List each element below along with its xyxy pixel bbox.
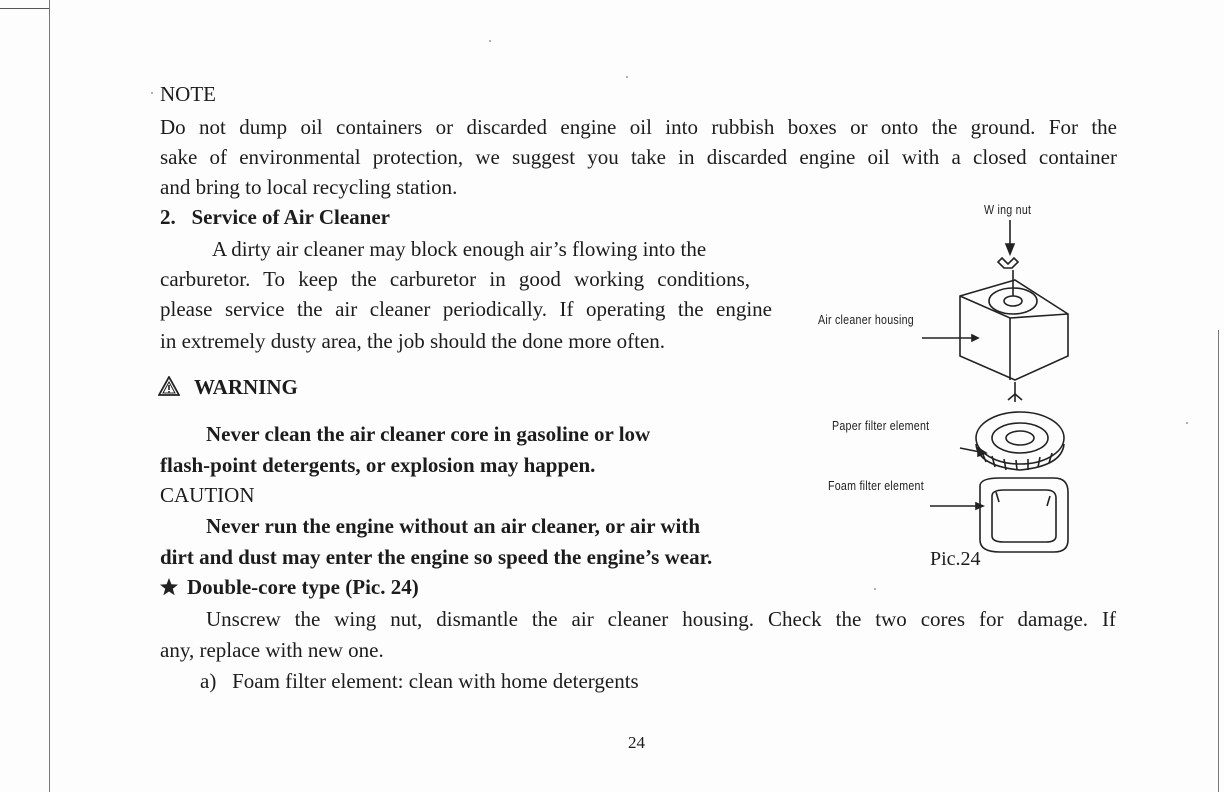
section-heading: 2. Service of Air Cleaner [160, 205, 390, 229]
intro-line-1: A dirty air cleaner may block enough air’s flowing into the [212, 237, 707, 261]
scan-edge-top [0, 8, 50, 9]
star-icon [159, 577, 179, 597]
caution-line-1: Never run the engine without an air cleaner, or air with [206, 514, 701, 538]
intro-line-3: please service the air cleaner periodically. If operating the engine [160, 297, 772, 321]
note-line-2: sake of environmental protection, we suggest you take in discarded engine oil with a closed container [160, 145, 1117, 169]
body-line-2: any, replace with new one. [160, 638, 384, 662]
speck [626, 76, 628, 78]
label-paper-filter: Paper filter element [832, 418, 930, 433]
warning-line-2: flash-point detergents, or explosion may happen. [160, 453, 596, 477]
scan-edge-right [1218, 330, 1219, 792]
label-wing-nut: W ing nut [984, 202, 1032, 217]
speck [151, 92, 153, 94]
caution-line-2: dirt and dust may enter the engine so speed the engine’s wear. [160, 545, 713, 569]
caution-heading: CAUTION [160, 483, 255, 507]
warning-heading: WARNING [194, 375, 298, 399]
double-core-heading: Double-core type (Pic. 24) [187, 575, 419, 599]
body-line-1: Unscrew the wing nut, dismantle the air cleaner housing. Check the two cores for damage. If [206, 607, 1116, 631]
air-cleaner-drawing [810, 196, 1100, 576]
speck [1186, 422, 1188, 424]
note-heading: NOTE [160, 82, 216, 106]
speck [489, 40, 491, 42]
speck [874, 588, 876, 590]
scan-edge-left [49, 0, 50, 792]
intro-line-2: carburetor. To keep the carburetor in good working conditions, [160, 267, 750, 291]
note-line-3: and bring to local recycling station. [160, 175, 458, 199]
page-number: 24 [628, 733, 645, 752]
intro-line-4: in extremely dusty area, the job should the done more often. [160, 329, 666, 353]
label-air-cleaner-housing: Air cleaner housing [818, 312, 914, 327]
warning-triangle-icon [158, 376, 180, 396]
figure-caption: Pic.24 [930, 548, 981, 570]
air-cleaner-figure [810, 196, 1100, 576]
label-foam-filter: Foam filter element [828, 478, 924, 493]
note-line-1: Do not dump oil containers or discarded engine oil into rubbish boxes or onto the ground. For the [160, 115, 1117, 139]
warning-line-1: Never clean the air cleaner core in gasoline or low [206, 422, 651, 446]
list-item-a: a) Foam filter element: clean with home detergents [200, 669, 639, 693]
